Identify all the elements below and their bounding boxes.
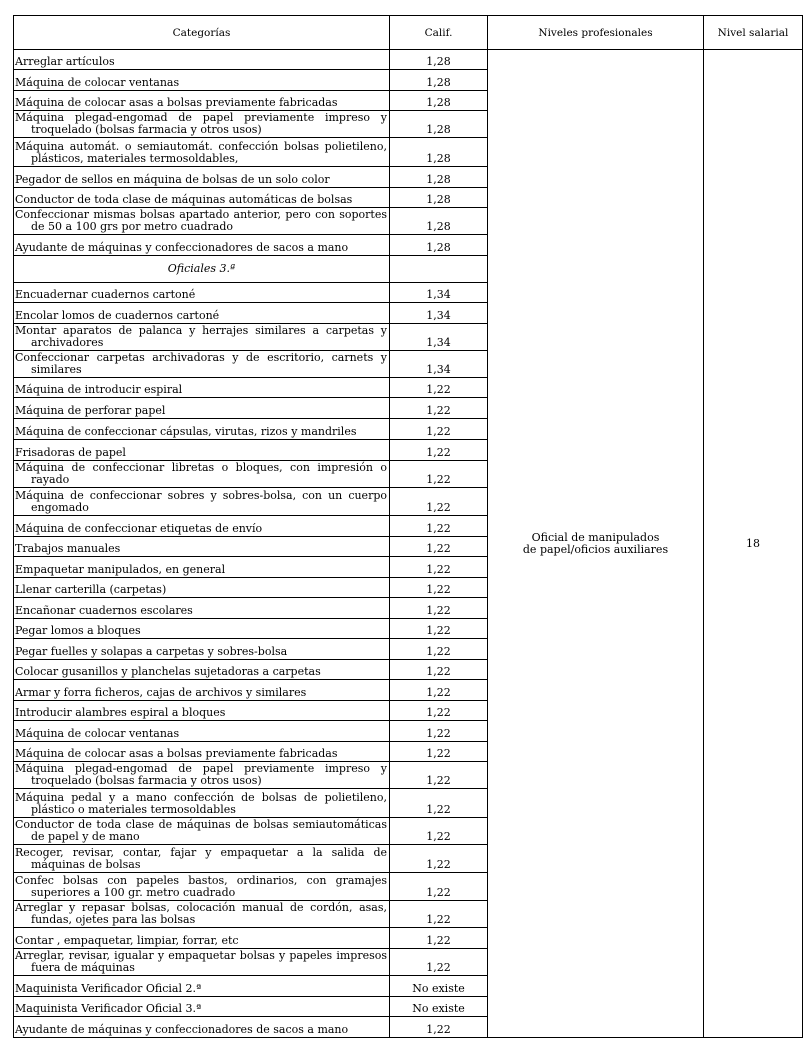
category-cell (14, 70, 390, 91)
category-text: Máquina de confeccionar libretas o bloques, con impresión o rayado (15, 461, 387, 486)
category-cell (14, 701, 390, 721)
category-cell (14, 1017, 390, 1038)
category-cell (14, 324, 390, 351)
category-text: Máquina de confeccionar cápsulas, virutas, rizos y mandriles (15, 425, 357, 438)
category-text: Máquina de confeccionar sobres y sobres-bolsa, con un cuerpo engomado (15, 489, 387, 514)
category-text: Empaquetar manipulados, en general (15, 563, 226, 576)
calif-value: No existe (390, 976, 488, 997)
nivel-salarial-value: 18 (704, 50, 803, 1038)
category-cell (14, 461, 390, 488)
header-categorias: Categorías (14, 16, 390, 50)
category-cell (14, 873, 390, 901)
calif-value: 1,22 (390, 516, 488, 537)
category-cell (14, 901, 390, 928)
table-row (14, 50, 803, 70)
category-text: Encuadernar cuadernos cartoné (15, 288, 196, 301)
category-text: Pegar lomos a bloques (15, 624, 141, 637)
table-body (14, 50, 803, 1038)
category-cell (14, 660, 390, 680)
category-cell (14, 398, 390, 419)
category-text: Máquina automát. o semiautomát. confección bolsas polietileno, plásticos, materiales termosoldables, (15, 140, 387, 165)
calif-value: 1,22 (390, 660, 488, 680)
category-text: Trabajos manuales (15, 542, 121, 555)
calif-value: 1,28 (390, 111, 488, 138)
calif-value: 1,22 (390, 928, 488, 949)
section-empty-cell (390, 256, 488, 283)
calif-value: 1,22 (390, 762, 488, 789)
category-cell (14, 997, 390, 1017)
calif-value: 1,22 (390, 488, 488, 516)
category-cell (14, 557, 390, 578)
nivel-profesional-line2: de papel/oficios auxiliares (522, 542, 669, 556)
calif-value: 1,22 (390, 1017, 488, 1038)
calif-value: 1,28 (390, 138, 488, 167)
category-cell (14, 578, 390, 598)
category-text: Maquinista Verificador Oficial 3.ª (15, 1002, 202, 1015)
category-cell (14, 516, 390, 537)
category-cell (14, 639, 390, 660)
category-text: Frisadoras de papel (15, 446, 126, 459)
calif-value: 1,34 (390, 351, 488, 378)
category-cell (14, 167, 390, 188)
category-text: Conductor de toda clase de máquinas de bolsas semiautomáticas de papel y de mano (15, 818, 387, 843)
calif-value: 1,22 (390, 440, 488, 461)
category-text: Llenar carterilla (carpetas) (15, 583, 167, 596)
category-text: Máquina de colocar ventanas (15, 76, 180, 89)
category-cell (14, 789, 390, 818)
category-cell (14, 208, 390, 235)
nivel-profesional-cell (488, 50, 704, 1038)
category-cell (14, 138, 390, 167)
category-cell (14, 537, 390, 557)
category-cell (14, 721, 390, 742)
calif-value: 1,22 (390, 901, 488, 928)
header-row (14, 16, 803, 50)
category-cell (14, 303, 390, 324)
category-cell (14, 283, 390, 303)
category-text: Encañonar cuadernos escolares (15, 604, 193, 617)
category-cell (14, 742, 390, 762)
nivel-profesional-line1: Oficial de manipulados (531, 530, 660, 544)
category-text: Confeccionar carpetas archivadoras y de escritorio, carnets y similares (15, 351, 387, 376)
category-cell (14, 928, 390, 949)
category-text: Confec bolsas con papeles bastos, ordinarios, con gramajes superiores a 100 gr. metro cuadrado (15, 874, 387, 899)
calif-value: 1,22 (390, 639, 488, 660)
category-text: Colocar gusanillos y planchelas sujetadoras a carpetas (15, 665, 321, 678)
calif-value: 1,22 (390, 398, 488, 419)
category-text: Máquina pedal y a mano confección de bolsas de polietileno, plástico o materiales termosoldables (15, 791, 387, 816)
header-niveles: Niveles profesionales (488, 16, 704, 50)
calif-value: 1,22 (390, 845, 488, 873)
category-text: Ayudante de máquinas y confeccionadores de sacos a mano (15, 1023, 349, 1036)
calif-value: 1,22 (390, 873, 488, 901)
category-cell (14, 440, 390, 461)
calif-value: 1,34 (390, 324, 488, 351)
category-cell (14, 619, 390, 639)
calif-value: 1,34 (390, 283, 488, 303)
category-text: Máquina plegad-engomad de papel previamente impreso y troquelado (bolsas farmacia y otros usos) (15, 111, 387, 136)
calif-value: 1,22 (390, 378, 488, 398)
category-cell (14, 845, 390, 873)
calif-value: 1,22 (390, 557, 488, 578)
category-cell (14, 419, 390, 440)
header-nivel-salarial: Nivel salarial (704, 16, 803, 50)
category-cell (14, 598, 390, 619)
category-cell (14, 50, 390, 70)
category-text: Arreglar, revisar, igualar y empaquetar bolsas y papeles impresos fuera de máquinas (15, 949, 387, 974)
calif-value: 1,28 (390, 70, 488, 91)
calif-value: 1,22 (390, 537, 488, 557)
category-text: Arreglar artículos (15, 55, 115, 68)
calif-value: 1,22 (390, 598, 488, 619)
category-cell (14, 949, 390, 976)
category-text: Confeccionar mismas bolsas apartado anterior, pero con soportes de 50 a 100 grs por metro cuadrado (15, 208, 387, 233)
category-text: Máquina de perforar papel (15, 404, 166, 417)
calif-value: No existe (390, 997, 488, 1017)
category-cell (14, 378, 390, 398)
category-cell (14, 976, 390, 997)
category-text: Recoger, revisar, contar, fajar y empaquetar a la salida de máquinas de bolsas (15, 846, 387, 871)
calif-value: 1,22 (390, 619, 488, 639)
section-label: Oficiales 3.ª (14, 256, 390, 283)
category-cell (14, 680, 390, 701)
calif-value: 1,22 (390, 949, 488, 976)
category-text: Introducir alambres espiral a bloques (15, 706, 226, 719)
calif-value: 1,28 (390, 91, 488, 111)
category-cell (14, 111, 390, 138)
calif-value: 1,22 (390, 818, 488, 845)
calif-value: 1,28 (390, 188, 488, 208)
category-text: Máquina de colocar asas a bolsas previamente fabricadas (15, 747, 338, 760)
header-calif: Calif. (390, 16, 488, 50)
category-text: Pegar fuelles y solapas a carpetas y sobres-bolsa (15, 645, 288, 658)
category-text: Armar y forra ficheros, cajas de archivos y similares (15, 686, 307, 699)
calif-value: 1,34 (390, 303, 488, 324)
category-cell (14, 91, 390, 111)
calif-value: 1,28 (390, 208, 488, 235)
categories-table (13, 15, 803, 1038)
category-cell (14, 488, 390, 516)
category-text: Conductor de toda clase de máquinas automáticas de bolsas (15, 193, 353, 206)
category-cell (14, 188, 390, 208)
category-cell (14, 235, 390, 256)
category-text: Ayudante de máquinas y confeccionadores de sacos a mano (15, 241, 349, 254)
category-text: Máquina de colocar ventanas (15, 727, 180, 740)
calif-value: 1,22 (390, 721, 488, 742)
category-text: Máquina de introducir espiral (15, 383, 183, 396)
calif-value: 1,28 (390, 235, 488, 256)
calif-value: 1,22 (390, 419, 488, 440)
category-text: Máquina plegad-engomad de papel previamente impreso y troquelado (bolsas farmacia y otros usos) (15, 762, 387, 787)
category-cell (14, 762, 390, 789)
category-text: Encolar lomos de cuadernos cartoné (15, 309, 220, 322)
category-text: Contar , empaquetar, limpiar, forrar, etc (15, 934, 239, 947)
category-cell (14, 818, 390, 845)
calif-value: 1,22 (390, 461, 488, 488)
calif-value: 1,22 (390, 789, 488, 818)
category-cell (14, 351, 390, 378)
calif-value: 1,22 (390, 701, 488, 721)
calif-value: 1,22 (390, 578, 488, 598)
category-text: Montar aparatos de palanca y herrajes similares a carpetas y archivadores (15, 324, 387, 349)
calif-value: 1,22 (390, 680, 488, 701)
calif-value: 1,22 (390, 742, 488, 762)
category-text: Maquinista Verificador Oficial 2.ª (15, 982, 202, 995)
category-text: Máquina de colocar asas a bolsas previamente fabricadas (15, 96, 338, 109)
calif-value: 1,28 (390, 50, 488, 70)
category-text: Arreglar y repasar bolsas, colocación manual de cordón, asas, fundas, ojetes para las bolsas (15, 901, 387, 926)
category-text: Pegador de sellos en máquina de bolsas de un solo color (15, 173, 330, 186)
calif-value: 1,28 (390, 167, 488, 188)
category-text: Máquina de confeccionar etiquetas de envío (15, 522, 263, 535)
